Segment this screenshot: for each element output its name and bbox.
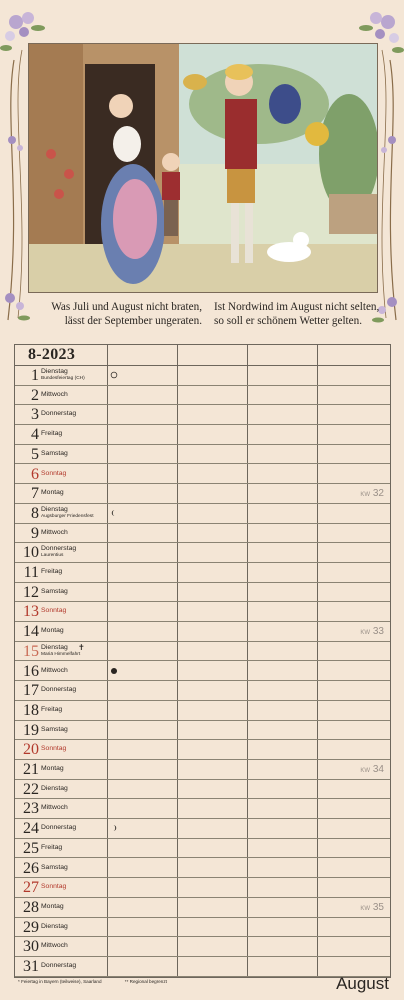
- weekday-label: Montag: [41, 489, 64, 497]
- calendar-week-prefix: KW: [360, 492, 371, 499]
- day-row[interactable]: [15, 839, 390, 859]
- day-row[interactable]: [15, 366, 390, 386]
- day-row[interactable]: [15, 681, 390, 701]
- footnotes: [18, 979, 189, 984]
- day-number: 4: [31, 426, 39, 444]
- weekday-label: Samstag: [41, 863, 68, 871]
- day-row[interactable]: [15, 721, 390, 741]
- day-row[interactable]: [15, 799, 390, 819]
- calendar-week-number: 35: [372, 901, 384, 913]
- day-row[interactable]: [15, 602, 390, 622]
- day-number: 17: [23, 682, 39, 700]
- day-row[interactable]: [15, 957, 390, 977]
- day-number: 31: [23, 958, 39, 975]
- day-row[interactable]: [15, 740, 390, 760]
- day-row[interactable]: [15, 622, 390, 642]
- proverb-line: Was Juli und August nicht braten,: [51, 301, 202, 313]
- calendar-week-label: [360, 764, 384, 775]
- footnote: * Feiertag in Bayern (teilweise), Saarland: [18, 979, 102, 984]
- holiday-label: Laurentius: [41, 553, 64, 559]
- day-number: 12: [23, 583, 39, 601]
- day-row[interactable]: [15, 780, 390, 800]
- holiday-label: Augsburger Friedensfest: [41, 513, 94, 519]
- calendar-week-number: 34: [372, 764, 384, 775]
- day-number: 8: [31, 504, 39, 522]
- holiday-label: Bundesfeiertag (CH): [41, 376, 85, 381]
- day-row[interactable]: [15, 918, 390, 938]
- day-number: 15: [23, 642, 39, 660]
- day-row[interactable]: [15, 937, 390, 957]
- weather-proverb-left: [30, 300, 202, 328]
- day-row[interactable]: [15, 543, 390, 563]
- day-row[interactable]: [15, 484, 390, 504]
- weekday-label: Dienstag: [41, 368, 68, 375]
- day-number: 21: [23, 761, 39, 778]
- day-row[interactable]: [15, 445, 390, 465]
- weekday-label: Samstag: [41, 587, 68, 595]
- weekday-label: Mittwoch: [41, 390, 68, 398]
- weekday-label: Dienstag: [41, 643, 68, 651]
- weekday-label: Dienstag: [41, 505, 68, 513]
- weekday-label: Samstag: [41, 725, 68, 733]
- weekday-label: Freitag: [41, 705, 63, 713]
- weekday-label: Sonntag: [41, 745, 67, 753]
- weekday-label: Sonntag: [41, 883, 67, 891]
- illustration: [28, 43, 378, 293]
- first-moon-icon: [110, 824, 118, 832]
- day-number: 27: [23, 879, 39, 897]
- weekday-label: Montag: [41, 902, 64, 910]
- calendar-week-label: [360, 626, 384, 637]
- day-number: 3: [31, 406, 39, 424]
- weekday-label: Freitag: [41, 568, 63, 575]
- weekday-label: Donnerstag: [41, 962, 77, 969]
- day-number: 13: [23, 603, 39, 621]
- weekday-label: Montag: [41, 627, 64, 635]
- weekday-label: Dienstag: [41, 922, 68, 930]
- calendar-week-prefix: KW: [360, 630, 371, 637]
- day-number: 29: [23, 918, 39, 936]
- day-row[interactable]: [15, 504, 390, 524]
- day-number: 28: [23, 898, 39, 916]
- day-number: 26: [23, 859, 39, 877]
- day-row[interactable]: [15, 425, 390, 445]
- grid-header: [15, 345, 390, 366]
- day-row[interactable]: [15, 465, 390, 485]
- day-number: 19: [23, 721, 39, 739]
- day-row[interactable]: [15, 859, 390, 879]
- day-row[interactable]: [15, 898, 390, 918]
- last-moon-icon: [110, 509, 118, 517]
- day-number: 11: [23, 564, 39, 581]
- day-number: 25: [23, 839, 39, 857]
- proverb-line: so soll er schönem Wetter gelten.: [214, 315, 363, 327]
- calendar-week-label: [360, 902, 384, 913]
- day-row[interactable]: [15, 405, 390, 425]
- day-number: 23: [23, 800, 39, 818]
- calendar-week-prefix: KW: [360, 768, 371, 774]
- weekday-label: Freitag: [41, 843, 63, 851]
- weekday-label: Sonntag: [41, 469, 67, 477]
- day-row[interactable]: [15, 819, 390, 839]
- weekday-label: Sonntag: [41, 607, 67, 615]
- calendar-week-number: 33: [372, 626, 384, 638]
- month-year-label: 8-2023: [28, 346, 76, 363]
- day-number: 1: [31, 367, 39, 384]
- proverb-line: lässt der September ungeraten.: [64, 315, 202, 327]
- day-number: 2: [31, 386, 39, 404]
- weekday-label: Mittwoch: [41, 666, 68, 674]
- day-row[interactable]: [15, 760, 390, 780]
- day-number: 22: [23, 780, 39, 798]
- new-moon-icon: [110, 667, 118, 675]
- day-number: 6: [31, 465, 39, 483]
- calendar-week-number: 32: [372, 488, 384, 500]
- day-number: 24: [23, 820, 39, 838]
- day-number: 18: [23, 701, 39, 719]
- day-row[interactable]: [15, 386, 390, 406]
- footnote: ** Regional begrenzt: [124, 979, 167, 984]
- full-moon-icon: [110, 371, 118, 379]
- calendar-week-label: [360, 488, 384, 499]
- proverb-line: Ist Nordwind im August nicht selten,: [214, 301, 380, 313]
- day-number: 9: [31, 524, 39, 542]
- day-number: 16: [23, 662, 39, 680]
- day-row[interactable]: [15, 701, 390, 721]
- day-number: 5: [31, 445, 39, 463]
- day-number: 10: [23, 544, 39, 562]
- weekday-label: Samstag: [41, 449, 68, 457]
- day-number: 20: [23, 741, 39, 759]
- day-number: 7: [31, 485, 39, 503]
- weekday-label: Montag: [41, 765, 64, 772]
- weekday-label: Donnerstag: [41, 824, 77, 832]
- weekday-label: Mittwoch: [41, 942, 68, 950]
- day-number: 30: [23, 938, 39, 956]
- day-row[interactable]: [15, 524, 390, 544]
- day-number: 14: [23, 623, 39, 641]
- weather-proverb-right: [214, 300, 384, 328]
- day-row[interactable]: [15, 563, 390, 583]
- day-row[interactable]: [15, 662, 390, 682]
- weekday-label: Donnerstag: [41, 545, 77, 553]
- day-row[interactable]: [15, 878, 390, 898]
- weekday-label: Mittwoch: [41, 804, 68, 812]
- cross-icon: ✝: [78, 642, 85, 652]
- day-row[interactable]: [15, 583, 390, 603]
- calendar-week-prefix: KW: [360, 905, 371, 912]
- holiday-label: Mariä Himmelfahrt: [41, 651, 81, 657]
- calendar-grid: [14, 344, 391, 978]
- weekday-label: Donnerstag: [41, 686, 77, 694]
- weekday-label: Mittwoch: [41, 528, 68, 536]
- weekday-label: Dienstag: [41, 784, 68, 792]
- month-name: August: [336, 974, 389, 993]
- weekday-label: Donnerstag: [41, 410, 77, 418]
- day-row[interactable]: [15, 642, 390, 662]
- weekday-label: Freitag: [41, 430, 63, 438]
